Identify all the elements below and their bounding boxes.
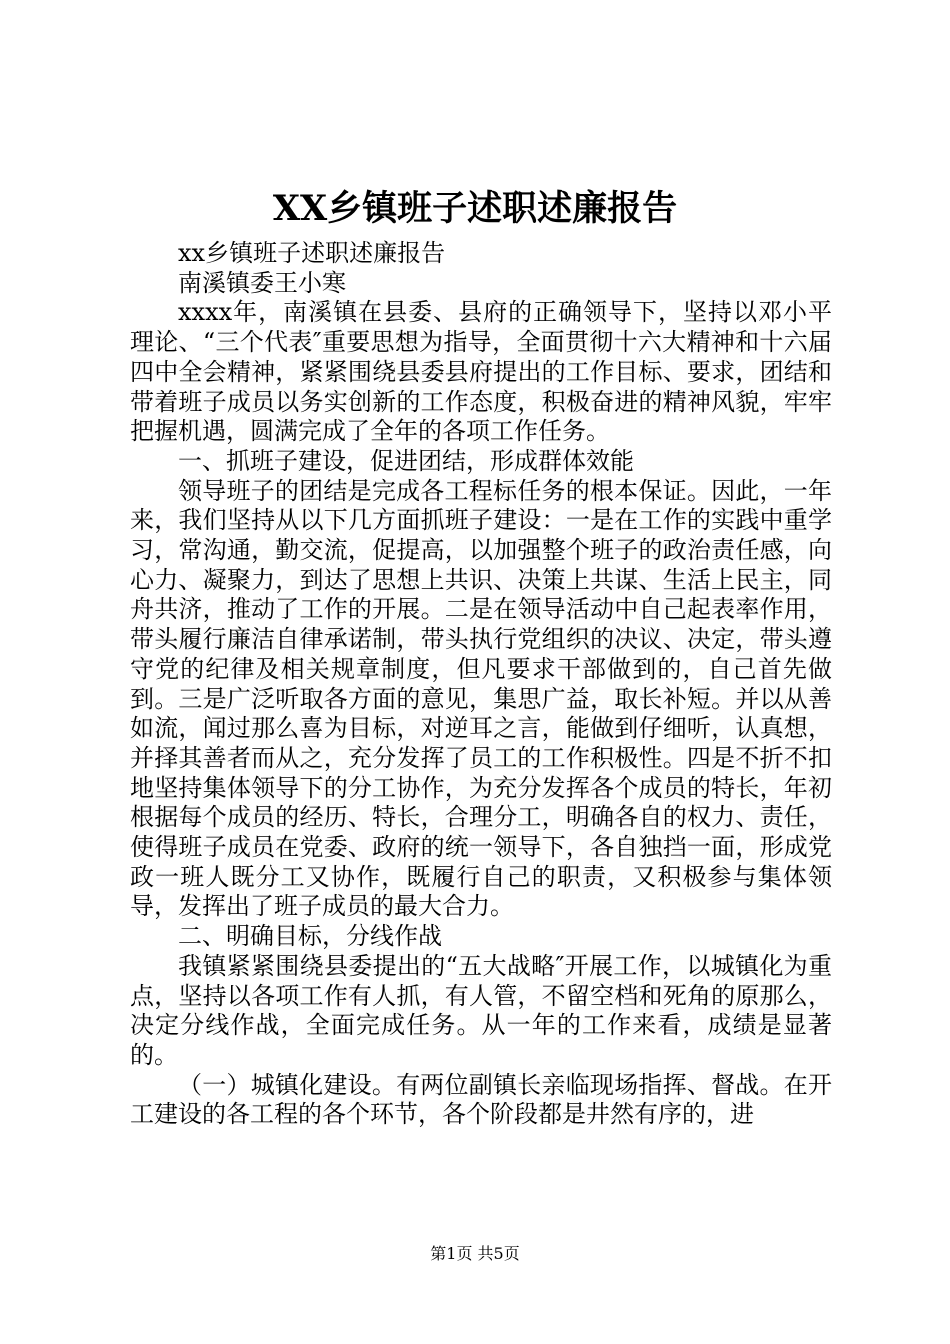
page-number: 第1页 共5页 [430,1244,520,1263]
author-paragraph: 南溪镇委王小寒 [178,268,346,297]
section-heading: 二、明确目标，分线作战 [178,922,442,951]
body-paragraph: （一）城镇化建设。有两位副镇长亲临现场指挥、督战。在开工建设的各工程的各个环节，各个阶段都是井然有序的，进 [130,1070,832,1129]
document-title: XX乡镇班子述职述廉报告 [272,188,678,229]
subtitle-paragraph: xx乡镇班子述职述廉报告 [178,239,446,267]
body-paragraph: 领导班子的团结是完成各工程标任务的根本保证。因此，一年来，我们坚持从以下几方面抓班子建设：一是在工作的实践中重学习，常沟通，勤交流，促提高，以加强整个班子的政治责任感，向心力、凝聚力，到达了思想上共识、决策上共谋、生活上民主，同舟共济，推动了工作的开展。二是在领导活动中自己起表率作用，带头履行廉洁自律承诺制，带头执行党组织的决议、决定，带头遵守党的纪律及相关规章制度，但凡要求干部做到的，自己首先做到。三是广泛听取各方面的意见，集思广益，取长补短。并以从善如流，闻过那么喜为目标，对逆耳之言，能做到仔细听，认真想，并择其善者而从之，充分发挥了员工的工作积极性。四是不折不扣地坚持集体领导下的分工协作，为充分发挥各个成员的特长，年初根据每个成员的经历、特长，合理分工，明确各自的权力、责任，使得班子成员在党委、政府的统一领导下，各自独挡一面，形成党政一班人既分工又协作，既履行自己的职责，又积极参与集体领导，发挥出了班子成员的最大合力。 [130,476,832,921]
body-paragraph: 我镇紧紧围绕县委提出的“五大战略″开展工作，以城镇化为重点，坚持以各项工作有人抓，有人管，不留空档和死角的原那么，决定分线作战，全面完成任务。从一年的工作来看，成绩是显著的。 [130,951,832,1069]
document-body [130,239,832,1130]
section-heading: 一、抓班子建设，促进团结，形成群体效能 [178,446,634,475]
intro-paragraph: xxxx年，南溪镇在县委、县府的正确领导下，坚持以邓小平理论、“三个代表″重要思想为指导，全面贯彻十六大精神和十六届四中全会精神，紧紧围绕县委县府提出的工作目标、要求，团结和带着班子成员以务实创新的工作态度，积极奋进的精神风貌，牢牢把握机遇，圆满完成了全年的各项工作任务。 [130,298,832,446]
